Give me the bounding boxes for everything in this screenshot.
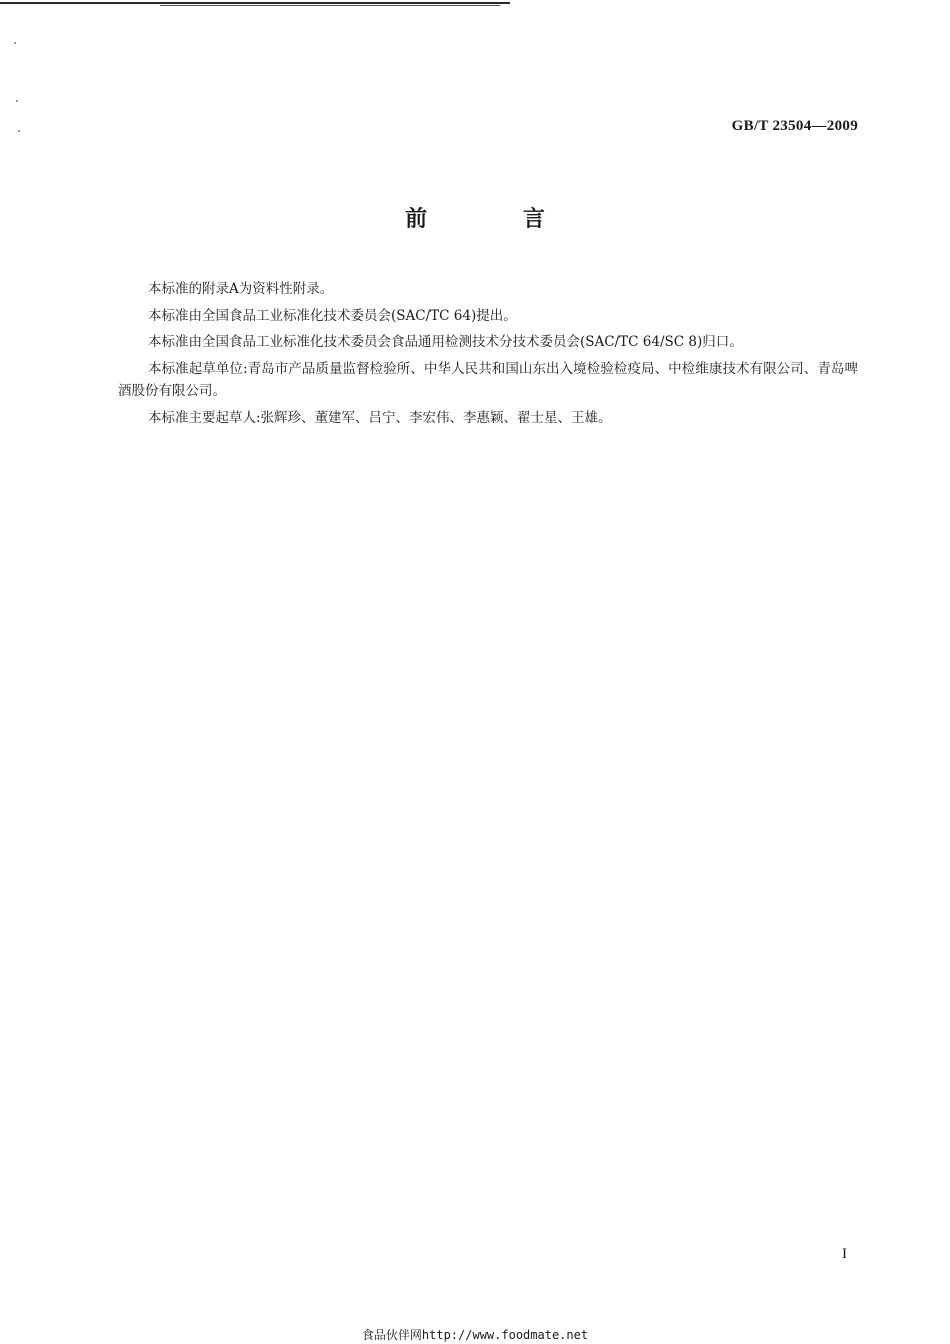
scan-speck [16,100,18,102]
paragraph: 本标准由全国食品工业标准化技术委员会(SAC/TC 64)提出。 [148,307,517,324]
scan-edge-line [0,2,510,4]
paragraph: 本标准起草单位:青岛市产品质量监督检验所、中华人民共和国山东出入境检验检疫局、中检维康技术有限公司、青岛啤酒股份有限公司。 [118,360,858,399]
paragraph: 本标准由全国食品工业标准化技术委员会食品通用检测技术分技术委员会(SAC/TC 64/SC 8)归口。 [148,334,743,350]
page-title: 前 言 [405,207,589,232]
scan-edge-line-thin [160,5,500,6]
scan-speck [18,130,20,132]
paragraph: 本标准主要起草人:张辉珍、董建军、吕宁、李宏伟、李惠颖、翟士星、王雄。 [148,409,612,426]
foreword-body [118,278,858,433]
page-number: I [842,1246,847,1262]
paragraph: 本标准的附录A为资料性附录。 [148,281,334,297]
standard-code: GB/T 23504—2009 [731,118,858,134]
footer-watermark: 食品伙伴网http://www.foodmate.net [361,1328,589,1342]
scan-speck [14,42,16,44]
